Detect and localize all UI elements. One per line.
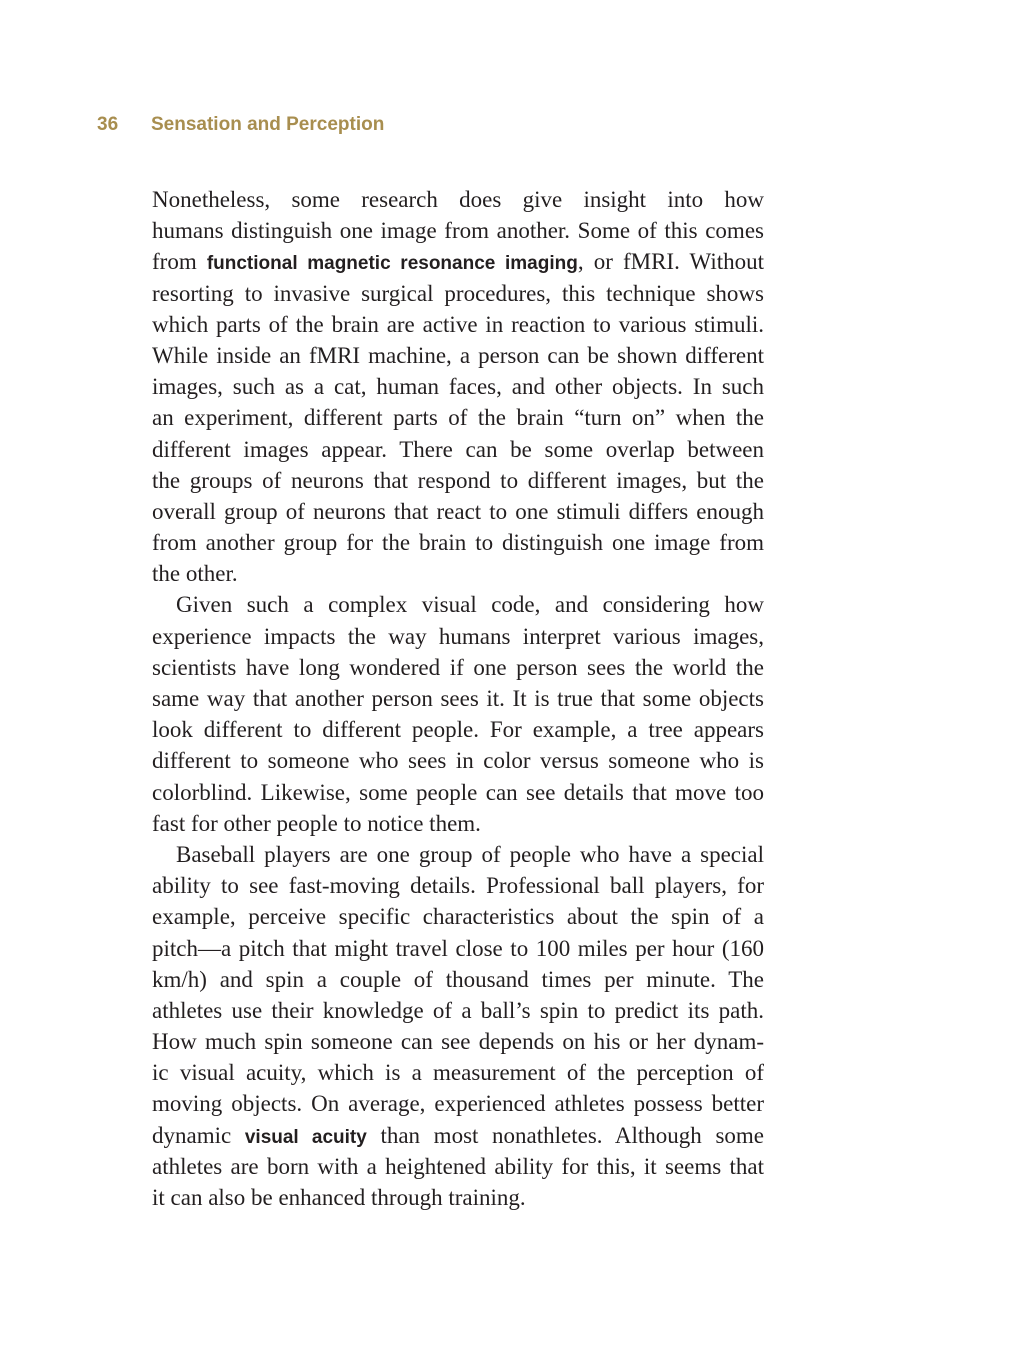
text-line bbox=[152, 246, 764, 277]
text-line: the other. bbox=[152, 561, 238, 587]
body-text bbox=[152, 184, 764, 1213]
text-line: scientists have long wondered if one person sees the world the bbox=[152, 654, 764, 680]
line-text: , or fMRI. Without bbox=[577, 249, 764, 275]
text-line: Baseball players are one group of people who have a special bbox=[176, 841, 764, 867]
line-text: than most nonathletes. Although some bbox=[366, 1122, 764, 1148]
text-line: How much spin someone can see depends on his or her dynam- bbox=[152, 1029, 764, 1055]
glossary-term: functional magnetic resonance imaging bbox=[206, 253, 578, 275]
text-line: While inside an fMRI machine, a person can be shown different bbox=[152, 342, 764, 368]
glossary-term: visual acuity bbox=[244, 1126, 367, 1148]
text-line: same way that another person sees it. It is true that some objects bbox=[152, 686, 764, 711]
text-line: colorblind. Likewise, some people can see details that move too bbox=[152, 779, 764, 805]
line-text: from bbox=[152, 249, 207, 275]
text-line: Given such a complex visual code, and considering how bbox=[176, 592, 764, 618]
text-line: different images appear. There can be some overlap between bbox=[152, 436, 764, 462]
text-line: experience impacts the way humans interpret various images, bbox=[152, 623, 764, 649]
text-line: humans distinguish one image from another. Some of this comes bbox=[152, 218, 764, 244]
paragraph bbox=[152, 184, 764, 589]
text-line: it can also be enhanced through training. bbox=[152, 1185, 526, 1210]
text-line: athletes use their knowledge of a ball’s spin to predict its path. bbox=[152, 997, 764, 1023]
chapter-title: Sensation and Perception bbox=[151, 114, 385, 135]
text-line bbox=[152, 1120, 764, 1151]
text-line: pitch—a pitch that might travel close to 100 miles per hour (160 bbox=[152, 935, 764, 961]
text-line: fast for other people to notice them. bbox=[152, 810, 481, 836]
page-number: 36 bbox=[97, 114, 119, 135]
text-line: images, such as a cat, human faces, and other objects. In such bbox=[152, 374, 764, 400]
text-line: resorting to invasive surgical procedures, this technique shows bbox=[152, 280, 764, 306]
running-head bbox=[97, 114, 384, 136]
line-text: dynamic bbox=[152, 1122, 245, 1148]
text-line: ability to see fast-moving details. Professional ball players, for bbox=[152, 873, 764, 899]
paragraph bbox=[152, 839, 764, 1213]
text-line: an experiment, different parts of the brain “turn on” when the bbox=[152, 405, 764, 431]
text-line: km/h) and spin a couple of thousand times per minute. The bbox=[152, 966, 764, 992]
text-line: overall group of neurons that react to one stimuli differs enough bbox=[152, 498, 764, 524]
paragraph bbox=[152, 589, 764, 839]
text-line: Nonetheless, some research does give insight into how bbox=[152, 187, 764, 212]
text-line: the groups of neurons that respond to different images, but the bbox=[152, 467, 764, 493]
text-line: look different to different people. For example, a tree appears bbox=[152, 717, 764, 743]
text-line: athletes are born with a heightened ability for this, it seems that bbox=[152, 1153, 764, 1179]
text-line: different to someone who sees in color versus someone who is bbox=[152, 748, 764, 774]
text-line: moving objects. On average, experienced athletes possess better bbox=[152, 1091, 764, 1117]
text-line: from another group for the brain to distinguish one image from bbox=[152, 530, 764, 556]
text-line: ic visual acuity, which is a measurement of the perception of bbox=[152, 1060, 764, 1086]
text-line: example, perceive specific characteristics about the spin of a bbox=[152, 904, 764, 930]
text-line: which parts of the brain are active in reaction to various stimuli. bbox=[152, 311, 764, 337]
